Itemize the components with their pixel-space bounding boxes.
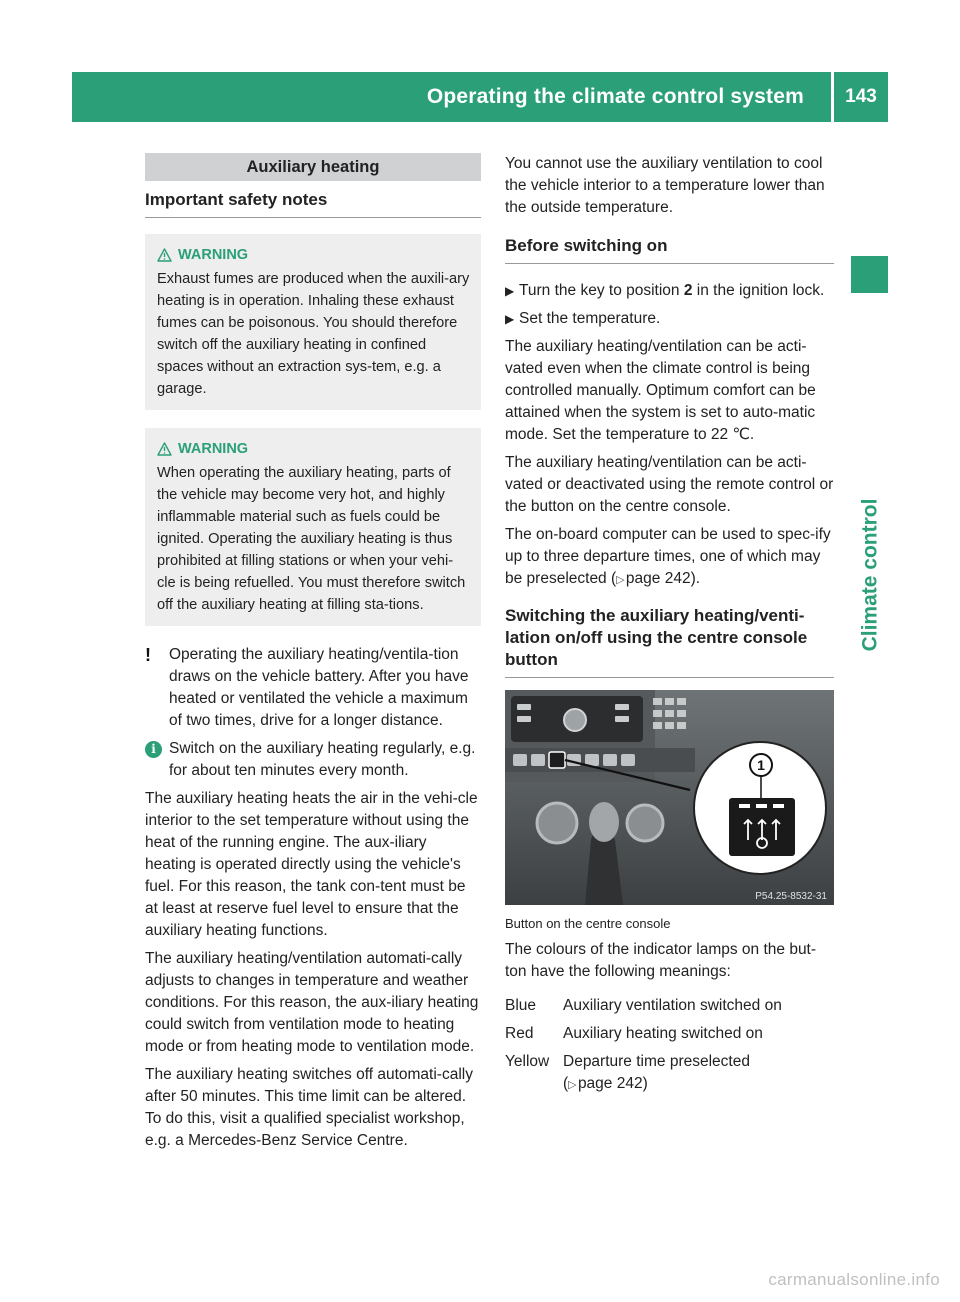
image-reference-code: P54.25-8532-31 <box>755 891 827 902</box>
right-column <box>505 153 834 1102</box>
exclamation-icon: ! <box>145 645 151 665</box>
page-ref-arrow-icon: ▷ <box>616 574 625 586</box>
warning-label: WARNING <box>178 247 249 263</box>
warning-triangle-icon <box>157 248 172 262</box>
legend-colour: Yellow <box>505 1053 550 1070</box>
body-paragraph: The auxiliary heating/ventilation automati-cally adjusts to changes in temperature and weather conditions. For this reason, the aux-iliary heating could switch from ventilation mode to heating mode or from heating mode to ventilation mode. <box>145 950 479 1055</box>
step-arrow-icon: ▶ <box>505 312 515 326</box>
warning-box <box>145 428 481 626</box>
note-text: Switch on the auxiliary heating regularly, e.g. for about ten minutes every month. <box>169 740 476 779</box>
heading-before-switching-on: Before switching on <box>505 235 834 264</box>
page-reference-link[interactable]: page 242 <box>577 1075 643 1092</box>
legend-meaning: Departure time preselected <box>563 1053 750 1070</box>
page-reference-link[interactable]: page 242 <box>625 570 691 587</box>
note-text: Operating the auxiliary heating/ventila-tion draws on the vehicle battery. After you have heated or ventilated the vehicle a maximum of two times, drive for a longer distance. <box>169 646 469 729</box>
page-number: 143 <box>845 86 877 107</box>
info-icon: i <box>145 741 162 758</box>
intro-paragraph: You cannot use the auxiliary ventilation to cool the vehicle interior to a temperature lower than the outside temperature. <box>505 155 825 216</box>
body-paragraph: The auxiliary heating heats the air in the vehi-cle interior to the set temperature without using the heat of the running engine. The aux-iliary heating is operated directly using the vehicle's fuel. For this reason, the tank con-tent must be at least at reserve fuel level to ensure that the auxiliary heating functions. <box>145 790 478 939</box>
legend-colour: Red <box>505 1025 534 1042</box>
important-note <box>145 644 481 732</box>
warning-text: When operating the auxiliary heating, parts of the vehicle may become very hot, and highly inflammable material such as fuels could be ignited. Operating the auxiliary heating is thus prohibited at filling stations or when your vehi-cle is being refuelled. You must therefore switch off the auxiliary heating at filling sta-tions. <box>157 465 466 613</box>
footer-watermark-url: carmanualsonline.info <box>768 1270 940 1289</box>
body-paragraph: The colours of the indicator lamps on the but-ton have the following meanings: <box>505 941 817 980</box>
callout-number: 1 <box>757 757 765 773</box>
legend-row <box>505 1023 834 1045</box>
chapter-marker <box>851 256 888 293</box>
step-arrow-icon: ▶ <box>505 284 515 298</box>
legend-row: Yellow Departure time preselected (▷ page 242) <box>505 1051 834 1096</box>
page-ref-arrow-icon: ▷ <box>568 1079 577 1091</box>
subtitle: Important safety notes <box>145 189 481 218</box>
body-paragraph: The on-board computer can be used to spec-ify up to three departure times, one of which may be preselected (▷ page 242). <box>505 526 831 587</box>
body-paragraph: The auxiliary heating/ventilation can be acti-vated or deactivated using the remote control or the button on the centre console. <box>505 454 834 515</box>
heading-switching: Switching the auxiliary heating/venti-lation on/off using the centre console button <box>505 605 834 678</box>
info-note <box>145 738 481 782</box>
left-column <box>145 153 481 1158</box>
instruction-step: ▶ Turn the key to position 2 in the ignition lock. <box>505 280 834 302</box>
legend-meaning: Auxiliary ventilation switched on <box>563 997 782 1014</box>
body-paragraph: The auxiliary heating switches off automati-cally after 50 minutes. This time limit can be altered. To do this, visit a qualified specialist workshop, e.g. a Mercedes-Benz Service Centre. <box>145 1066 473 1149</box>
warning-label: WARNING <box>178 441 249 457</box>
warning-triangle-icon <box>157 442 172 456</box>
chapter-tab-label: Climate control <box>858 498 882 652</box>
page-title: Operating the climate control system <box>426 85 804 108</box>
legend-colour: Blue <box>505 997 537 1014</box>
legend-meaning: Auxiliary heating switched on <box>563 1025 763 1042</box>
legend-row <box>505 995 834 1017</box>
warning-text: Exhaust fumes are produced when the auxili-ary heating is in operation. Inhaling these exhaust fumes can be poisonous. You should therefore switch off the auxiliary heating in confined spaces without an extraction sys-tem, e.g. a garage. <box>157 271 470 397</box>
warning-box <box>145 234 481 410</box>
chapter-tab <box>850 480 890 670</box>
image-caption: Button on the centre console <box>505 916 671 931</box>
section-title: Auxiliary heating <box>145 153 481 181</box>
body-paragraph: The auxiliary heating/ventilation can be acti-vated even when the climate control is being controlled manually. Optimum comfort can be attained when the system is set to auto-matic mode. Set the temperature to 22 ℃. <box>505 338 816 443</box>
instruction-step: ▶ Set the temperature. <box>505 308 834 330</box>
centre-console-photo <box>505 690 834 905</box>
